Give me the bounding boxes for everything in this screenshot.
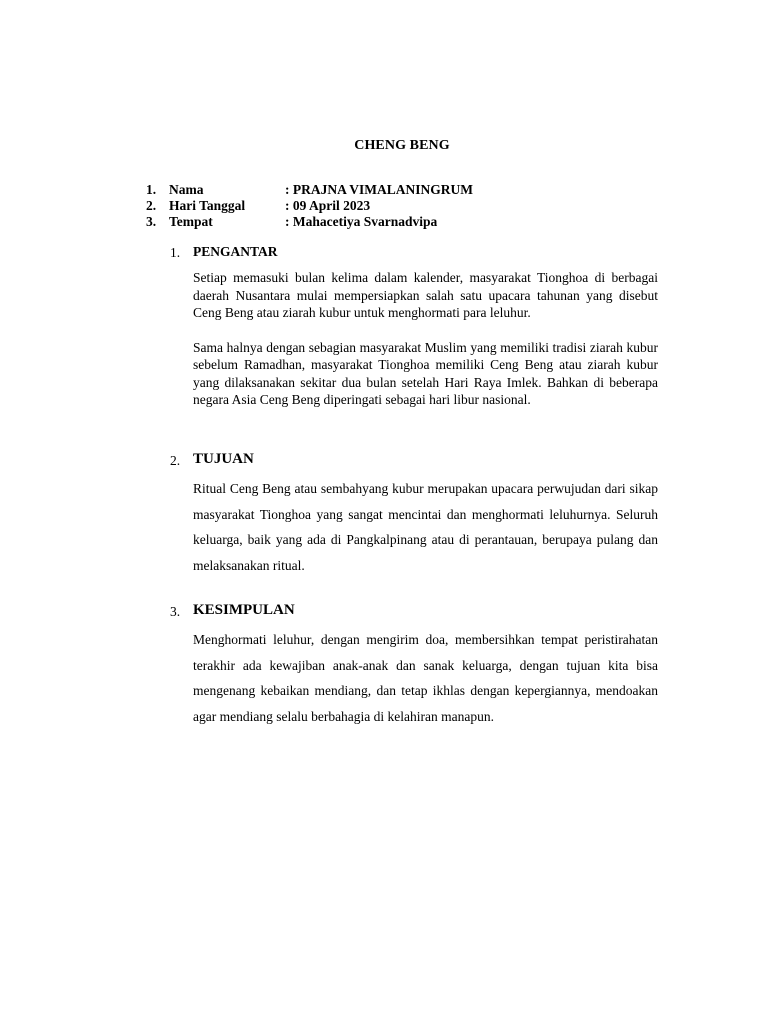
info-row-place [146,214,566,230]
section-number: 3. [170,604,181,619]
info-row-name [146,182,566,198]
info-row-date [146,198,566,214]
info-label: Hari Tanggal [169,198,246,213]
document-title: CHENG BENG [354,138,450,153]
info-value: : 09 April 2023 [285,198,371,213]
paragraph: Sama halnya dengan sebagian masyarakat Muslim yang memiliki tradisi ziarah kubur sebelum Ramadhan, masyarakat Tionghoa memiliki Ceng Beng atau ziarah kubur yang dilaksanakan sekitar dua bulan setelah Hari Raya Imlek. Bahkan di beberapa negara Asia Ceng Beng diperingati sebagai hari libur nasional. [193,339,658,407]
info-list [146,182,566,230]
info-number: 2. [146,198,157,213]
section-heading [170,243,660,261]
info-value: : Mahacetiya Svarnadvipa [285,214,438,229]
section-title: KESIMPULAN [193,602,295,618]
section-kesimpulan [170,602,660,729]
info-number: 1. [146,182,157,197]
section-number: 1. [170,245,181,260]
paragraph: Setiap memasuki bulan kelima dalam kalender, masyarakat Tionghoa di berbagai daerah Nusantara mulai mempersiapkan salah satu upacara tahunan yang disebut Ceng Beng atau ziarah kubur untuk menghormati para leluhur. [193,270,658,320]
paragraph: Ritual Ceng Beng atau sembahyang kubur merupakan upacara perwujudan dari sikap masyarakat Tionghoa yang sangat mencintai dan menghormati leluhurnya. Seluruh keluarga, baik yang ada di Pangkalpinang atau di perantauan, berupaya pulang dan melaksanakan ritual. [193,481,658,573]
info-label: Tempat [169,214,213,229]
section-number: 2. [170,453,181,468]
section-heading [170,451,660,469]
section-title: PENGANTAR [193,244,278,259]
section-heading [170,602,660,620]
section-title: TUJUAN [193,451,254,467]
info-number: 3. [146,214,157,229]
section-tujuan [170,451,660,578]
info-label: Nama [169,182,204,197]
paragraph: Menghormati leluhur, dengan mengirim doa, membersihkan tempat peristirahatan terakhir ada kewajiban anak-anak dan sanak keluarga, dengan tujuan kita bisa mengenang kebaikan mendiang, dan tetap ikhlas dengan kepergiannya, mendoakan agar mendiang selalu berbahagia di kelahiran manapun. [193,632,658,724]
info-value: : PRAJNA VIMALANINGRUM [285,182,473,197]
section-pengantar [170,243,660,409]
